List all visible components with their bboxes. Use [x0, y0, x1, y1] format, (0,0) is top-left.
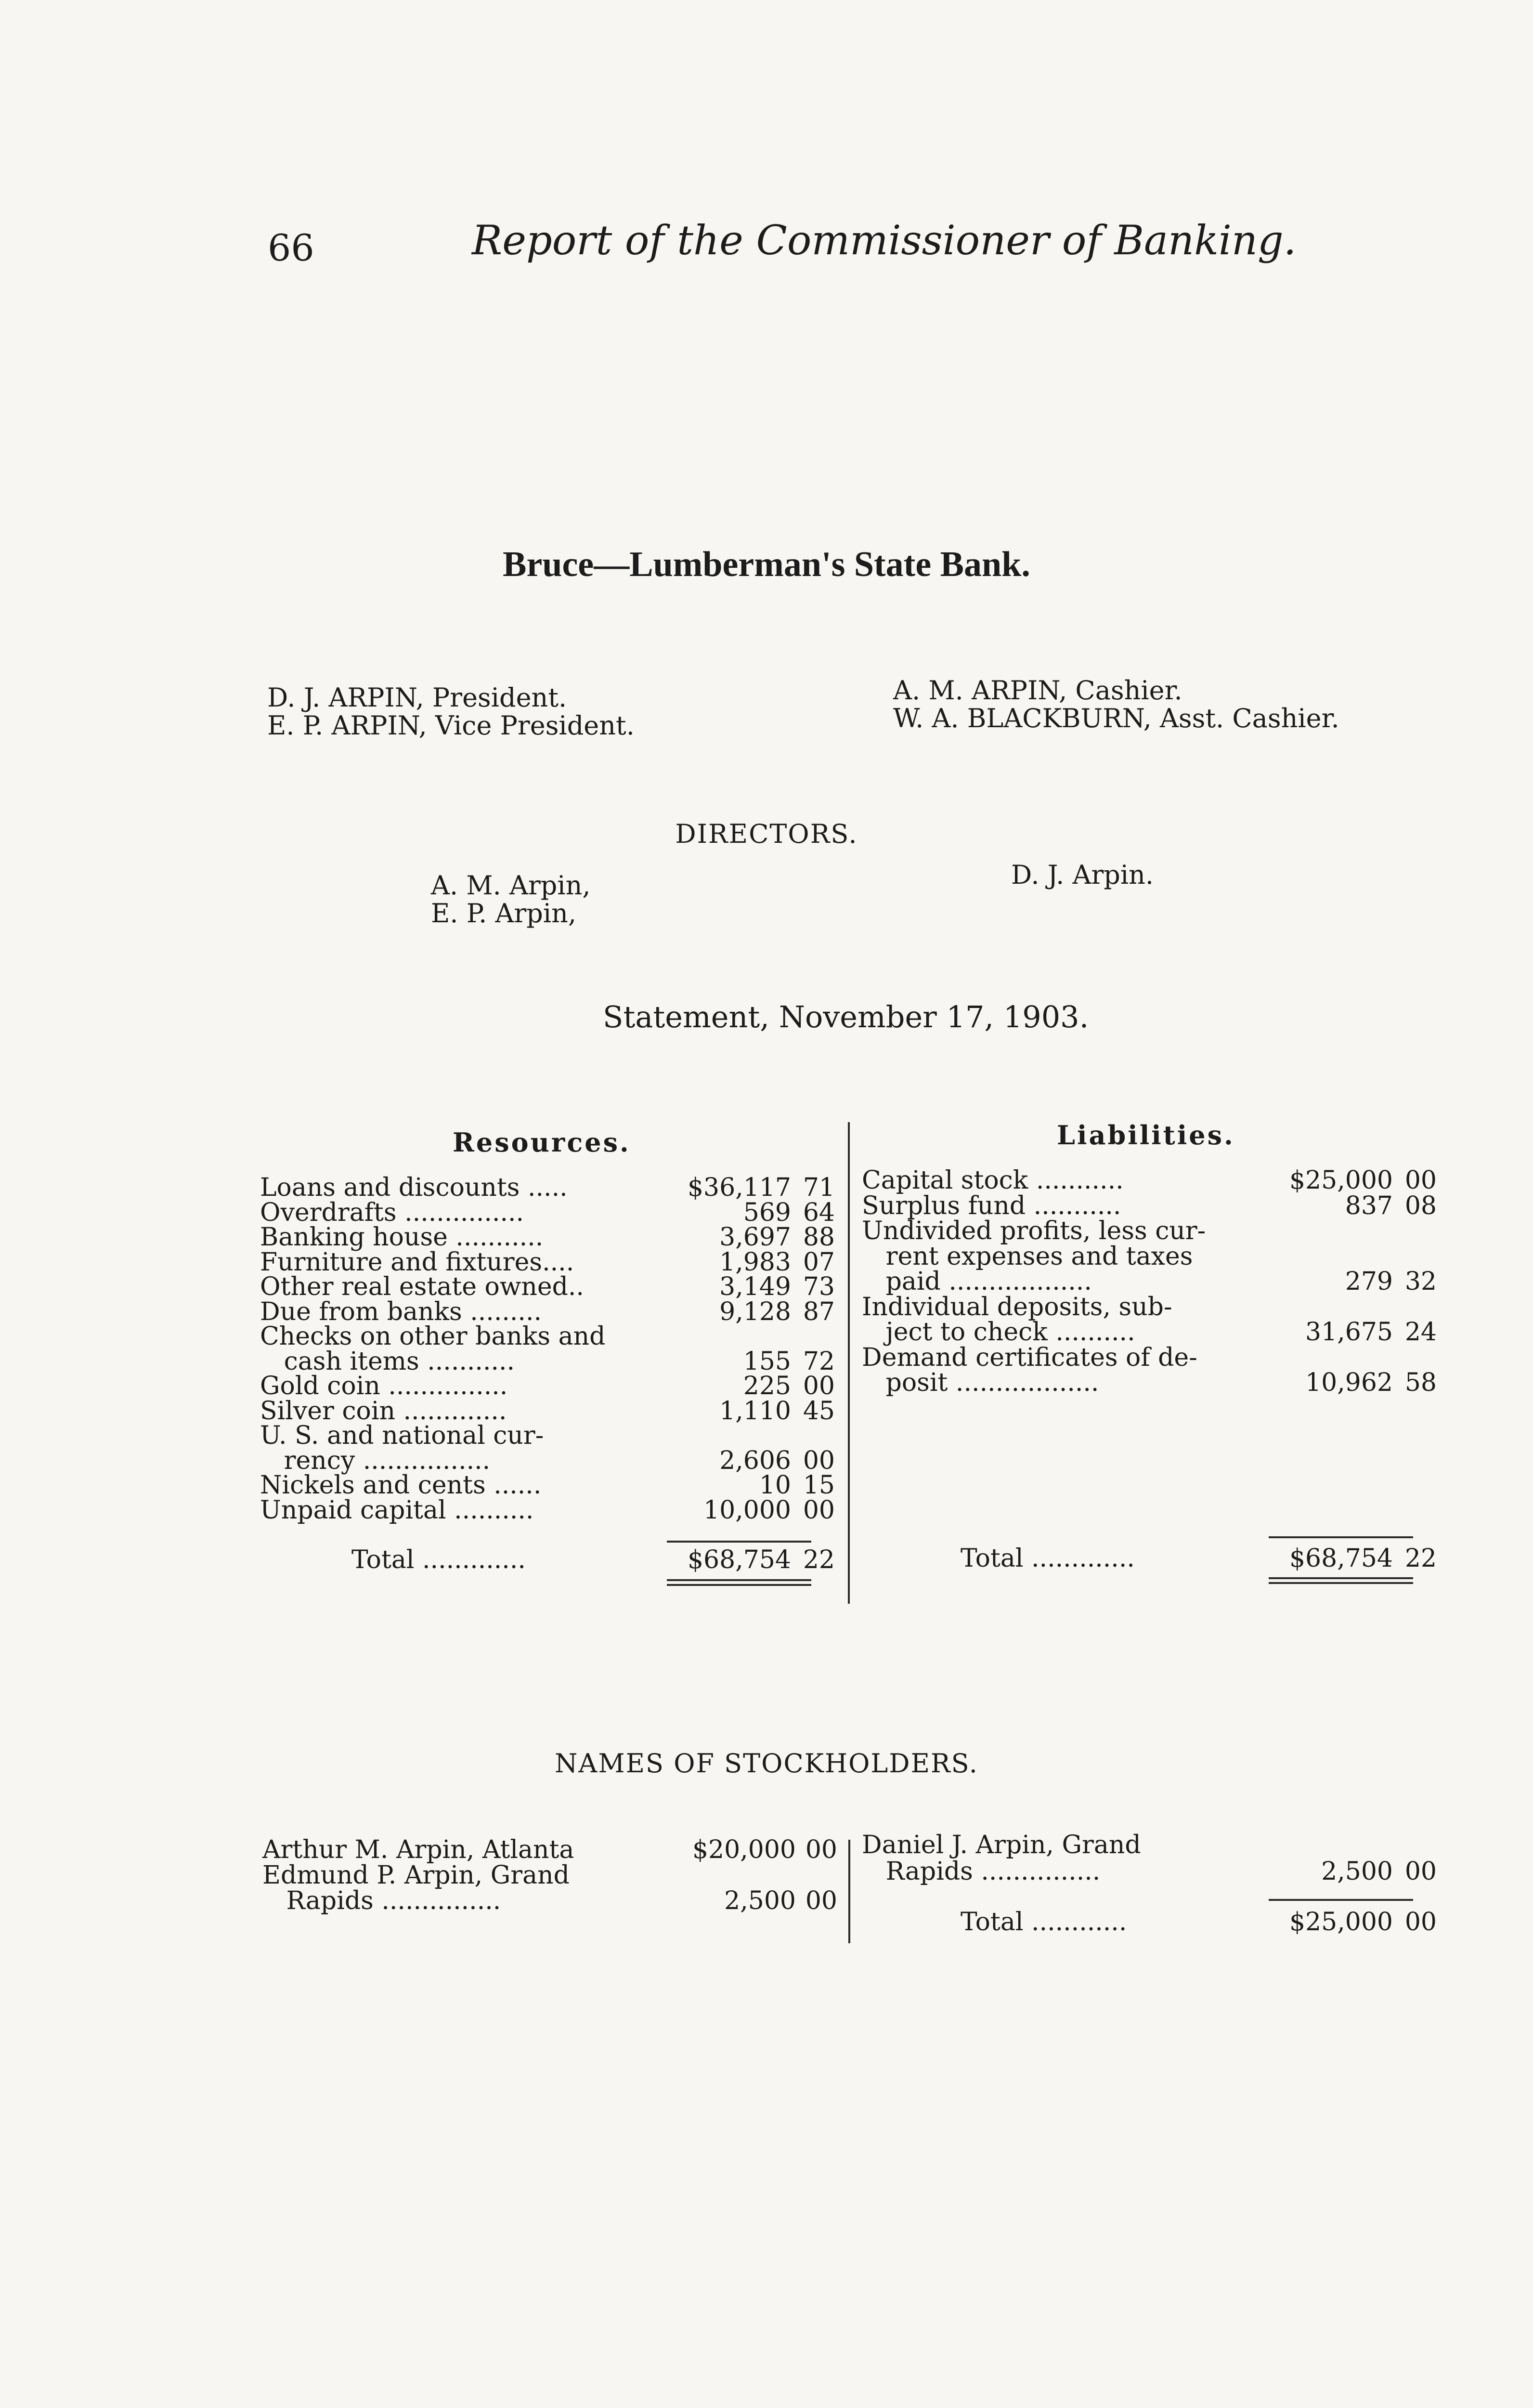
row-label: Daniel J. Arpin, Grand [862, 1831, 1141, 1859]
row-label: Capital stock ........... [862, 1166, 1124, 1195]
row-cents: 32 [1404, 1267, 1437, 1296]
statement-title: Statement, November 17, 1903. [603, 999, 1089, 1034]
officer-cashier: A. M. ARPIN, Cashier. [893, 675, 1182, 706]
row-dollars: $25,000 [1289, 1908, 1393, 1937]
row-label: Total ............. [961, 1544, 1135, 1573]
row-label: posit .................. [862, 1368, 1099, 1397]
row-label: Arthur M. Arpin, Atlanta [262, 1835, 574, 1864]
row-label: Total ............ [961, 1908, 1127, 1937]
row-dollars: 2,500 [1321, 1857, 1393, 1886]
row-label: Other real estate owned.. [260, 1272, 584, 1301]
row-label: Demand certificates of de- [862, 1343, 1197, 1372]
row-label: paid .................. [862, 1267, 1092, 1296]
page-number: 66 [268, 226, 314, 269]
row-cents: 00 [803, 1495, 835, 1525]
column-divider [848, 1122, 850, 1604]
row-label: Total ............. [351, 1545, 526, 1574]
officers-right [893, 677, 1339, 733]
row-label: Edmund P. Arpin, Grand [262, 1861, 570, 1890]
row-cents: 00 [1404, 1908, 1437, 1937]
officer-vice-president: E. P. ARPIN, Vice President. [267, 710, 635, 741]
row-label: Individual deposits, sub- [862, 1292, 1172, 1322]
row-label: Nickels and cents ...... [260, 1471, 542, 1500]
row-cents: 88 [803, 1223, 835, 1252]
row-label: U. S. and national cur- [260, 1421, 544, 1450]
directors-left [431, 872, 591, 928]
row-dollars: 10,962 [1305, 1368, 1393, 1397]
row-label: Rapids ............... [262, 1886, 501, 1915]
liabilities-heading: Liabilities. [1057, 1120, 1235, 1151]
row-cents: 00 [1404, 1166, 1437, 1195]
resources-heading: Resources. [453, 1127, 631, 1158]
row-dollars: 1,110 [719, 1396, 791, 1426]
row-dollars: $20,000 [692, 1835, 796, 1864]
row-dollars: 155 [743, 1347, 791, 1376]
row-cents: 07 [803, 1247, 835, 1277]
liabilities-total-double-rule-1 [1269, 1577, 1413, 1579]
row-cents: 00 [805, 1886, 837, 1915]
row-dollars: $36,117 [687, 1173, 791, 1202]
row-cents: 22 [1404, 1544, 1437, 1573]
liabilities-table [862, 1168, 1440, 1601]
liabilities-total-rule [1269, 1536, 1413, 1538]
row-label: ject to check .......... [862, 1318, 1135, 1347]
row-dollars: 225 [743, 1372, 791, 1400]
resources-total-double-rule-1 [667, 1579, 811, 1581]
row-label: Banking house ........... [260, 1223, 544, 1252]
row-dollars: 10,000 [703, 1495, 791, 1525]
row-cents: 00 [803, 1372, 835, 1400]
row-dollars: 9,128 [719, 1297, 791, 1326]
row-cents: 58 [1404, 1368, 1437, 1397]
director-name: D. J. Arpin. [1011, 860, 1154, 890]
row-label: Surplus fund ........... [862, 1191, 1121, 1220]
row-label: Furniture and fixtures.... [260, 1247, 574, 1277]
row-dollars: 31,675 [1305, 1318, 1393, 1347]
row-dollars: 837 [1345, 1191, 1393, 1220]
stockholders-heading: NAMES OF STOCKHOLDERS. [555, 1748, 978, 1779]
row-dollars: 3,697 [719, 1223, 791, 1252]
officer-asst-cashier: W. A. BLACKBURN, Asst. Cashier. [893, 703, 1339, 733]
row-label: Unpaid capital .......... [260, 1495, 534, 1525]
row-dollars: 569 [743, 1198, 791, 1227]
row-dollars: 3,149 [719, 1272, 791, 1301]
row-dollars: 10 [759, 1471, 791, 1500]
row-cents: 64 [803, 1198, 835, 1227]
row-cents: 45 [803, 1396, 835, 1426]
row-cents: 00 [1404, 1857, 1437, 1886]
stockholders-left [262, 1837, 840, 1958]
row-dollars: 1,983 [719, 1247, 791, 1277]
row-label: Gold coin ............... [260, 1372, 508, 1400]
row-cents: 24 [1404, 1318, 1437, 1347]
row-label: Silver coin ............. [260, 1396, 507, 1426]
bank-title: Bruce—Lumberman's State Bank. [503, 545, 1030, 584]
row-label: rent expenses and taxes [862, 1242, 1193, 1271]
row-label: Overdrafts ............... [260, 1198, 524, 1227]
row-label: Checks on other banks and [260, 1322, 606, 1351]
row-label: rency ................ [260, 1446, 491, 1475]
resources-total-rule [667, 1541, 811, 1543]
stockholders-right [862, 1832, 1440, 1953]
liabilities-total-double-rule-2 [1269, 1582, 1413, 1584]
row-dollars: $68,754 [1289, 1544, 1393, 1573]
stockholders-divider [848, 1840, 850, 1943]
row-label: Undivided profits, less cur- [862, 1217, 1206, 1245]
resources-table [260, 1175, 838, 1609]
row-cents: 22 [803, 1545, 835, 1574]
row-label: Loans and discounts ..... [260, 1173, 568, 1202]
resources-total-double-rule-2 [667, 1584, 811, 1586]
row-cents: 08 [1404, 1191, 1437, 1220]
row-cents: 73 [803, 1272, 835, 1301]
directors-right [1011, 861, 1154, 889]
row-cents: 71 [803, 1173, 835, 1202]
director-name: A. M. Arpin, [431, 870, 591, 901]
stockholders-total-rule [1269, 1899, 1413, 1901]
row-dollars: $25,000 [1289, 1166, 1393, 1195]
officers-left [267, 684, 635, 740]
row-cents: 15 [803, 1471, 835, 1500]
running-title: Report of the Commissioner of Banking. [472, 217, 1297, 264]
row-cents: 00 [805, 1835, 837, 1864]
row-cents: 72 [803, 1347, 835, 1376]
row-label: cash items ........... [260, 1347, 515, 1376]
row-label: Rapids ............... [862, 1857, 1101, 1886]
director-name: E. P. Arpin, [431, 898, 577, 929]
row-cents: 00 [803, 1446, 835, 1475]
officer-president: D. J. ARPIN, President. [267, 682, 567, 713]
row-cents: 87 [803, 1297, 835, 1326]
row-dollars: $68,754 [687, 1545, 791, 1574]
directors-heading: DIRECTORS. [675, 819, 858, 849]
row-dollars: 2,500 [724, 1886, 796, 1915]
row-dollars: 279 [1345, 1267, 1393, 1296]
row-label: Due from banks ......... [260, 1297, 542, 1326]
row-dollars: 2,606 [719, 1446, 791, 1475]
